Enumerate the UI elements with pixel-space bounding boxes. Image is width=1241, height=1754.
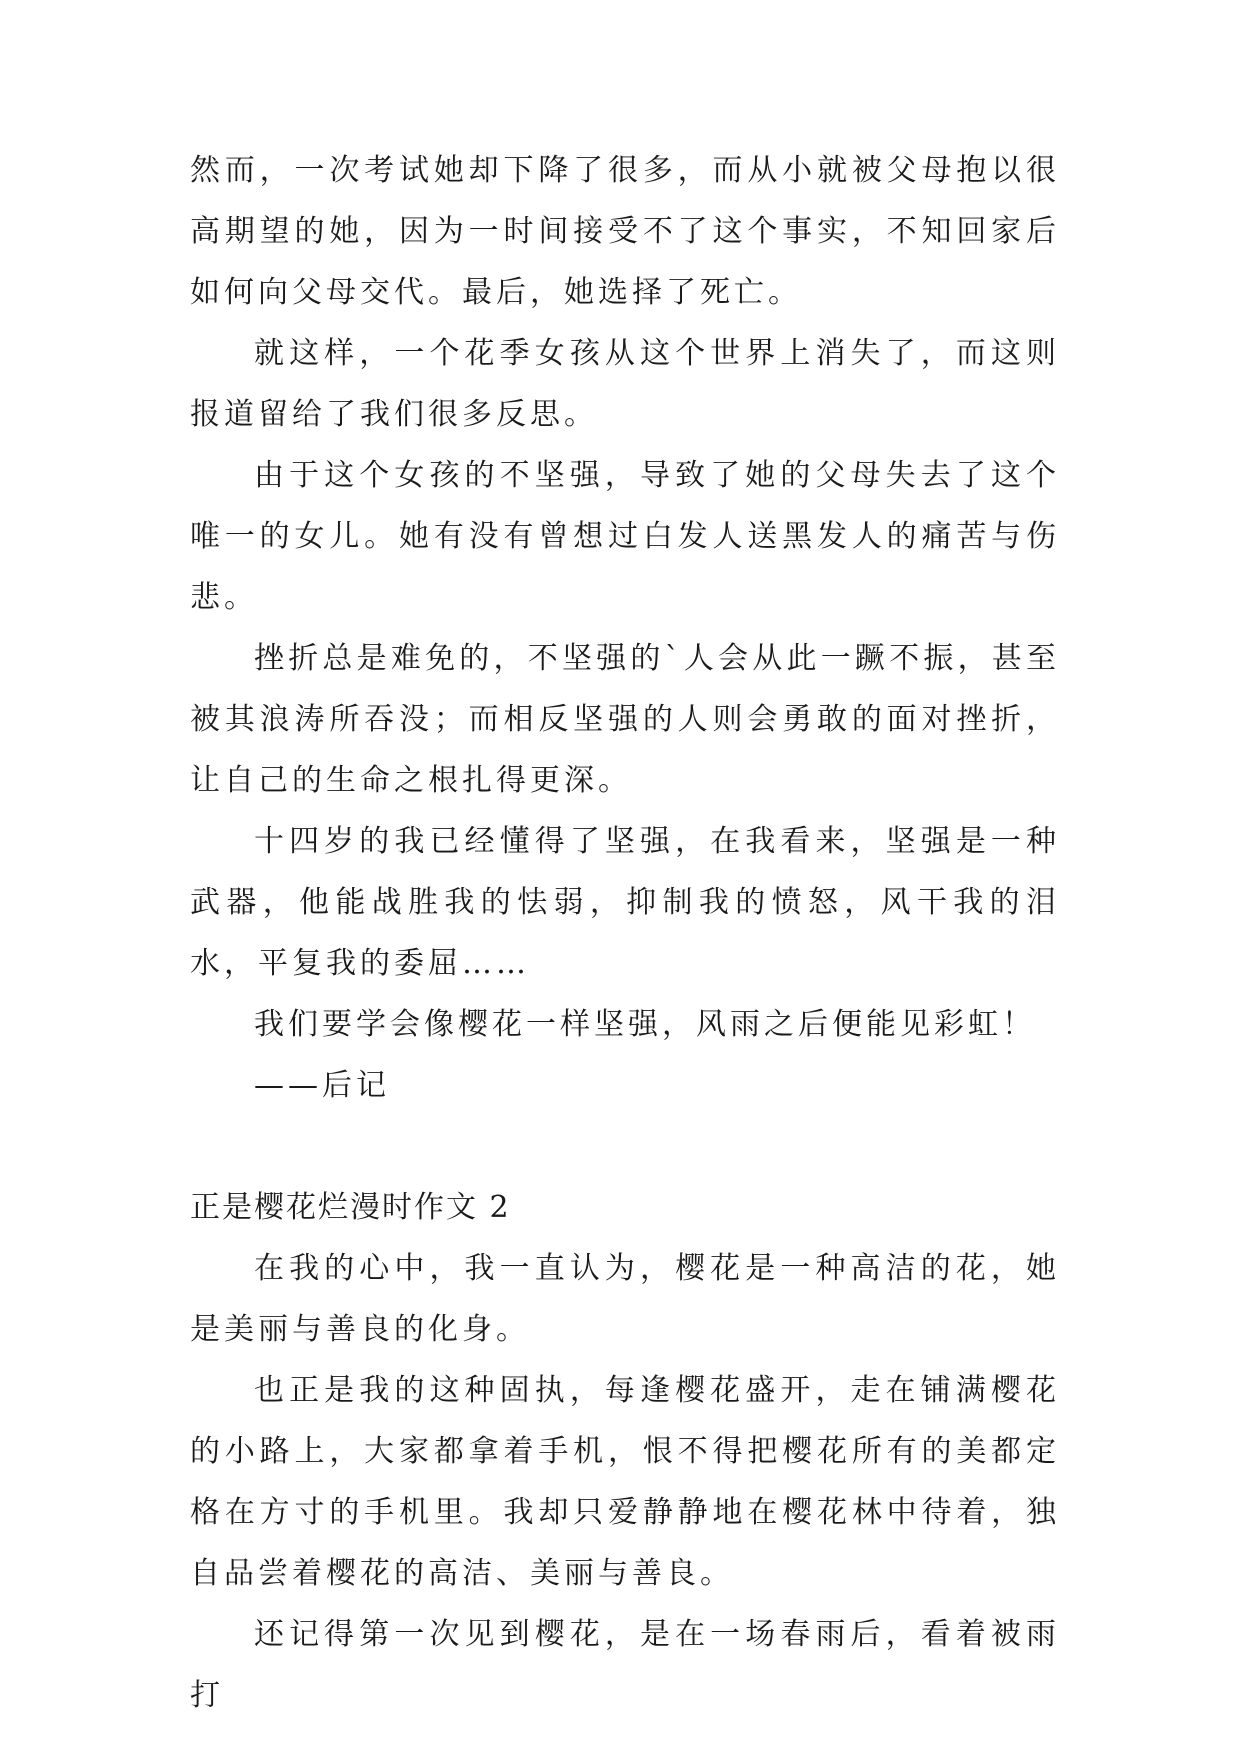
paragraph-stubborn: 也正是我的这种固执，每逢樱花盛开，走在铺满樱花的小路上，大家都拿着手机，恨不得把樱花所有的美都定格在方寸的手机里。我却只爱静静地在樱花林中待着，独自品尝着樱花的高洁、美丽与善良。 [190, 1373, 1060, 1591]
paragraph-postscript: ——后记 [254, 1068, 390, 1103]
paragraph-parents-loss: 由于这个女孩的不坚强，导致了她的父母失去了这个唯一的女儿。她有没有曾想过白发人送黑发人的痛苦与伤悲。 [190, 458, 1060, 615]
section-gap [190, 1116, 1060, 1177]
paragraph-exam-result: 然而，一次考试她却下降了很多，而从小就被父母抱以很高期望的她，因为一时间接受不了这个事实，不知回家后如何向父母交代。最后，她选择了死亡。 [190, 153, 1060, 310]
paragraph-setbacks: 挫折总是难免的，不坚强的`人会从此一蹶不振，甚至被其浪涛所吞没；而相反坚强的人则会勇敢的面对挫折，让自己的生命之根扎得更深。 [190, 641, 1060, 798]
paragraph-rainbow: 我们要学会像樱花一样坚强，风雨之后便能见彩虹！ [254, 1007, 1036, 1042]
section-title: 正是樱花烂漫时作文 2 [190, 1190, 511, 1225]
paragraph-girl-gone: 就这样，一个花季女孩从这个世界上消失了，而这则报道留给了我们很多反思。 [190, 336, 1060, 432]
paragraph-fourteen: 十四岁的我已经懂得了坚强，在我看来，坚强是一种武器，他能战胜我的怯弱，抑制我的愤怒，风干我的泪水，平复我的委屈…… [190, 824, 1060, 981]
paragraph-noble-flower: 在我的心中，我一直认为，樱花是一种高洁的花，她是美丽与善良的化身。 [190, 1251, 1060, 1347]
document-page [190, 140, 1060, 1726]
paragraph-first-sight: 还记得第一次见到樱花，是在一场春雨后，看着被雨打 [190, 1617, 1060, 1713]
